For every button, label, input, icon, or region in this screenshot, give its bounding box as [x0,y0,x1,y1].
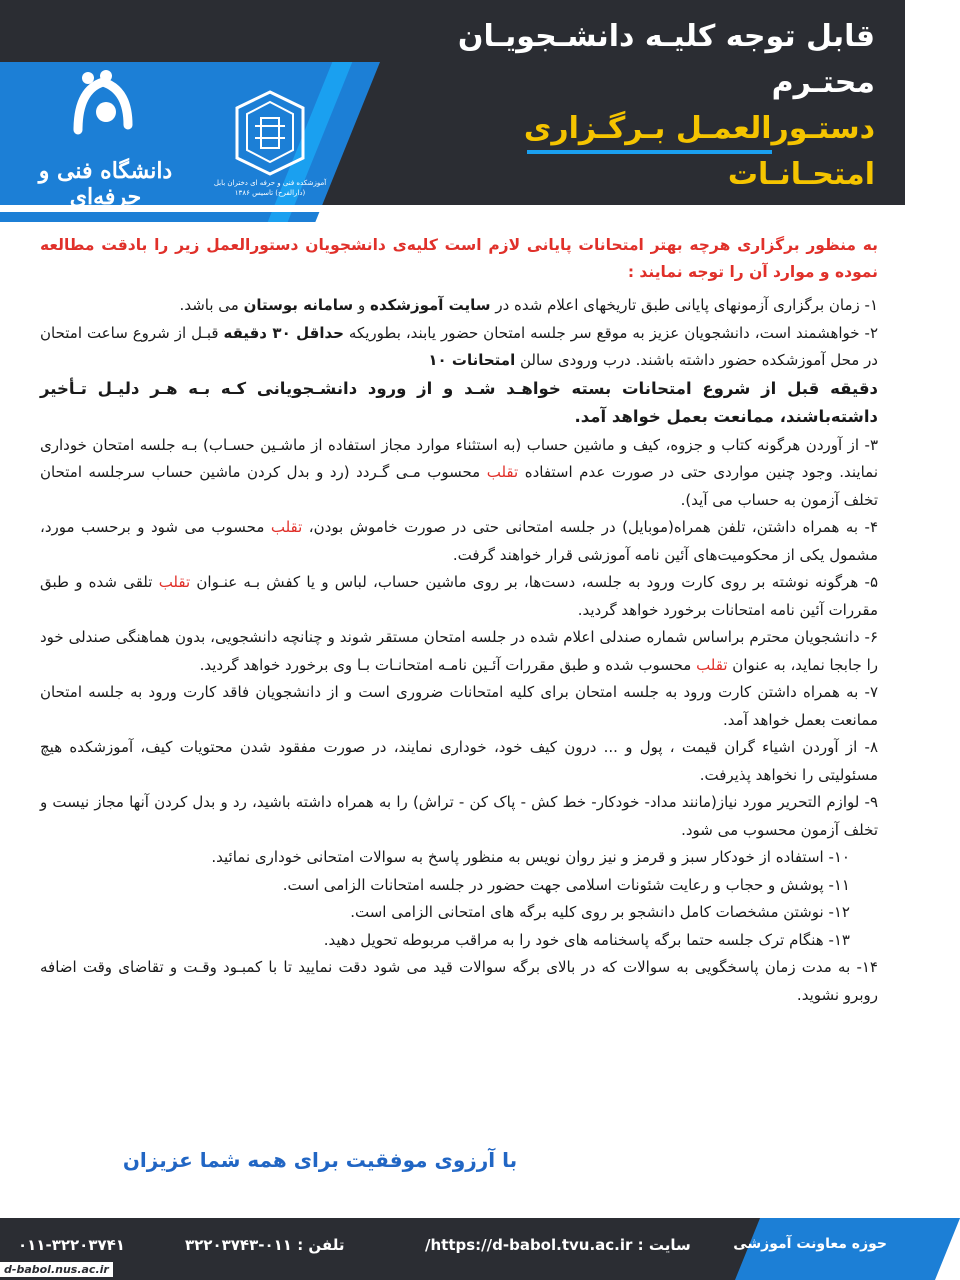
watermark-text: d-babol.nus.ac.ir [0,1262,113,1277]
instruction-item-12: ۱۲- نوشتن مشخصات کامل دانشجو بر روی کلیه برگه های امتحانی الزامی است. [350,903,850,921]
header-title-line3: نیمسـالدومسـال ۱۴۰۲-۱۴۰۱ [466,203,875,238]
footer-department: حوزه معاونت آموزشی [733,1236,887,1252]
crest-caption: آموزشکده فنی و حرفه ای دختران بابل (دارالفرح) تاسیس ۱۳۸۶ [213,179,327,197]
university-logo [18,70,193,210]
footer-phone [185,1236,344,1254]
website-link[interactable]: https://d-babol.tvu.ac.ir/ [425,1236,633,1254]
college-crest [215,88,325,200]
footer-bar [0,1218,905,1280]
title-underline [527,150,772,154]
instruction-item-1: ۱- زمان برگزاری آزمونهای پایانی طبق تاریخهای اعلام شده در سایت آموزشکده و سامانه بوستان می باشد. [179,296,878,314]
instruction-item-4: ۴- به همراه داشتن، تلفن همراه(موبایل) در جلسه امتحانی حتی در صورت خاموش بودن، تقلب محسوب می شود و برحسب مورد، مشمول یکی از محکومیت‌های آئین نامه آموزشی قرار خواهند گرفت. [40,518,878,564]
instruction-item-9: ۹- لوازم التحریر مورد نیاز(مانند مداد- خودکار- خط کش - پاک کن - تراش) را به همراه داشته باشید، رد و بدل کردن آنها مجاز نیست و تخلف آزمون محسوب می شود. [40,793,878,839]
closing-wish: با آرزوی موفقیت برای همه شما عزیزان [122,1148,518,1172]
instruction-item-2-emphasis: دقیقه قبل از شروع امتحانات بسته خواهـد شـد و از ورود دانشـجویانی کـه بـه هـر دلیـل تـأخیر داشته‌باشند، ممانعت بعمل خواهد آمد. [40,378,878,426]
footer-phone-2: ۰۱۱-۳۲۲۰۳۷۴۱ [18,1236,125,1254]
instruction-item-5: ۵- هرگونه نوشته بر روی کارت ورود به جلسه، دست‌ها، بر روی ماشین حساب، لباس و یا کفش بـه عنـوان تقلب تلقی شده و طبق مقررات آئین نامه امتحانات برخورد خواهد گردید. [40,573,879,619]
header-title-line1: قابل توجه کلیـه دانشـجویـان محتـرم [457,19,875,100]
intro-paragraph: به منظور برگزاری هرچه بهتر امتحانات پایانی لازم است کلیه‌ی دانشجویان دستورالعمل زیر را بادقت مطالعه نموده و موارد آن را توجه نمایند : [40,236,878,281]
phone-number-1: ۰۱۱-۳۲۲۰۳۷۴۳ [185,1236,292,1254]
instruction-item-14: ۱۴- به مدت زمان پاسخگویی به سوالات که در بالای برگه سوالات قید می شود دقت نمایید تا با کمبـود وقـت و تقاضای وقت اضافه روبرو نشوید. [40,958,878,1004]
header-banner [0,0,905,238]
phone-label: تلفن : [297,1236,345,1254]
header-title-block [405,14,875,244]
university-name: دانشگاه فنی و حرفه‌ای [38,158,173,210]
website-label: سایت : [637,1236,691,1254]
instruction-item-6: ۶- دانشجویان محترم براساس شماره صندلی اعلام شده در جلسه امتحان مستقر شوند و چنانچه دانشجویی، بدون هماهنگی صندلی خود را جابجا نماید، به عنوان تقلب محسوب شده و طبق مقررات آئـین نامـه امتحانـات بـا وی برخورد خواهد گردید. [40,628,878,674]
instruction-item-8: ۸- از آوردن اشیاء گران قیمت ، پول و ... درون کیف خود، خوداری نمایند، در صورت مفقود شدن محتویات کیف، آموزشکده هیچ مسئولیتی را نخواهد پذیرفت. [40,738,878,784]
header-title-line2: دستـورالعمـل بـرگـزاری امتحـانـات [523,111,875,192]
tvu-logo-icon [68,70,138,148]
instruction-item-11: ۱۱- پوشش و حجاب و رعایت شئونات اسلامی جهت حضور در جلسه امتحانات الزامی است. [282,875,850,894]
crest-icon [215,88,325,178]
instruction-item-13: ۱۳- هنگام ترک جلسه حتما برگه پاسخنامه های خود را به مراقب مربوطه تحویل دهید. [323,930,850,949]
instruction-item-7: ۷- به همراه داشتن کارت ورود به جلسه امتحان برای کلیه امتحانات ضروری است و از دانشجویان فاقد کارت ورود به جلسه امتحان ممانعت بعمل خواهد آمد. [40,683,878,729]
footer-website [425,1236,691,1254]
instructions-body [40,232,878,1009]
instruction-item-2: ۲- خواهشمند است، دانشجویان عزیز به موقع سر جلسه امتحان حضور یابند، بطوریکه حداقل ۳۰ دقیقه قبـل از شروع ساعت امتحان در محل آموزشکده حضور داشته باشند. درب ورودی سالن امتحانات ۱۰ [40,323,878,369]
instruction-item-3: ۳- از آوردن هرگونه کتاب و جزوه، کیف و ماشین حساب (به استثناء موارد مجاز استفاده از ماشـین حسـاب) بـه جلسه امتحان خوداری نمایند. وجود چنین مواردی حتی در صورت عدم استفاده تقلب محسوب مـی گـردد (رد و بدل کردن ماشین حساب سرجلسه امتحان تخلف آزمون به حساب می آید). [40,435,878,509]
instruction-item-10: ۱۰- استفاده از خودکار سبز و قرمز و نیز روان نویس به منظور پاسخ به سوالات امتحانی خوداری نمائید. [211,848,850,866]
